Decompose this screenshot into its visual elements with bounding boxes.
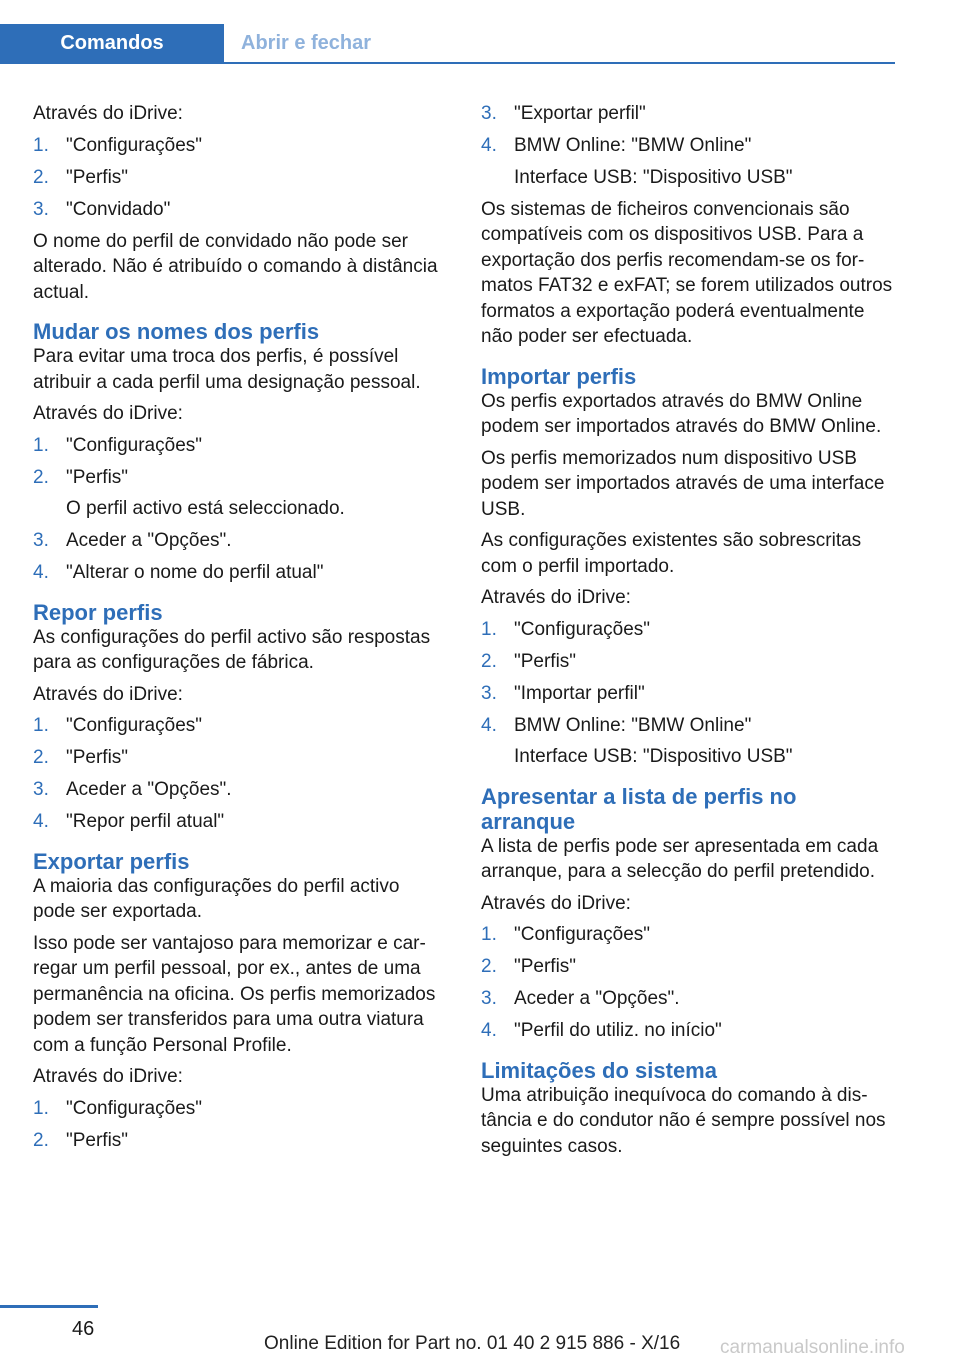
step-text: "Exportar perfil" — [514, 103, 646, 124]
paragraph: Através do iDrive: — [481, 587, 631, 608]
list-item — [33, 560, 445, 586]
list-item — [33, 777, 445, 803]
edition-text: Online Edition for Part no. 01 40 2 915 886 - X/16 — [264, 1333, 681, 1354]
paragraph: As configurações do perfil activo são respostas para as configurações de fábrica. — [33, 626, 431, 673]
paragraph: Os perfis memorizados num dispositivo USB podem ser importados através de uma interface USB. — [481, 447, 885, 520]
step-text: "Perfis" — [514, 956, 577, 977]
paragraph: Através do iDrive: — [33, 1066, 183, 1087]
paragraph: Através do iDrive: — [33, 403, 183, 424]
step-note: O perfil activo está seleccionado. — [66, 498, 345, 519]
list-item — [33, 713, 445, 739]
left-column — [33, 101, 445, 1160]
step-number: 4. — [481, 135, 497, 156]
list-item — [481, 101, 893, 127]
list-item — [481, 133, 893, 190]
step-number: 1. — [33, 434, 49, 456]
step-text: BMW Online: "BMW Online" — [514, 714, 752, 736]
paragraph: O nome do perfil de convidado não pode ser alterado. Não é atribuído o comando à distância actual. — [33, 230, 438, 303]
step-text: "Perfis" — [66, 166, 129, 188]
step-text: "Configurações" — [66, 715, 203, 736]
steps-list — [33, 713, 445, 835]
step-text: BMW Online: "BMW Online" — [514, 135, 752, 156]
step-text: "Configurações" — [66, 434, 203, 456]
right-column — [481, 101, 893, 1165]
list-item — [33, 809, 445, 835]
tab-comandos[interactable]: Comandos — [0, 24, 224, 62]
step-text: "Alterar o nome do perfil atual" — [66, 562, 324, 583]
step-number: 3. — [33, 779, 49, 800]
list-item — [33, 465, 445, 522]
step-number: 4. — [33, 811, 49, 832]
paragraph: Os perfis exportados através do BMW Online podem ser importados através do BMW Online. — [481, 390, 882, 437]
list-item — [481, 1018, 893, 1044]
step-number: 4. — [481, 714, 497, 736]
step-number: 1. — [481, 924, 497, 945]
step-note: Interface USB: "Dispositivo USB" — [514, 746, 793, 767]
section-heading: Repor perfis — [33, 599, 163, 625]
section-heading: Limitações do sistema — [481, 1057, 717, 1083]
page-number: 46 — [72, 1318, 95, 1340]
section-heading: Mudar os nomes dos perfis — [33, 319, 320, 344]
step-number: 4. — [33, 562, 49, 583]
list-item — [33, 1128, 445, 1154]
tab-abrir-e-fechar[interactable]: Abrir e fechar — [241, 32, 372, 54]
step-number: 2. — [481, 956, 497, 977]
paragraph: Isso pode ser vantajoso para memorizar e carregar um perfil pessoal, por ex., antes de uma permanência na oficina. Os perfis memorizados podem ser transferidos para uma outra viatura com a função Personal Profile. — [33, 932, 436, 1056]
list-item — [33, 433, 445, 459]
list-item — [481, 954, 893, 980]
step-text: "Convidado" — [66, 198, 171, 220]
step-text: "Perfis" — [514, 650, 577, 672]
paragraph: A maioria das configurações do perfil activo pode ser exportada. — [33, 875, 400, 922]
steps-list — [33, 1096, 445, 1154]
list-item — [33, 528, 445, 554]
step-number: 4. — [481, 1020, 497, 1041]
list-item — [481, 713, 893, 770]
list-item — [481, 986, 893, 1012]
step-text: "Repor perfil atual" — [66, 811, 225, 832]
step-number: 1. — [481, 618, 497, 640]
step-number: 3. — [33, 530, 49, 551]
step-text: "Perfis" — [66, 466, 129, 488]
paragraph: As configurações existentes são sobrescritas com o perfil importado. — [481, 530, 862, 577]
step-text: Aceder a "Opções". — [66, 530, 232, 551]
step-text: Aceder a "Opções". — [514, 988, 680, 1009]
step-text: Aceder a "Opções". — [66, 779, 232, 800]
list-item — [481, 922, 893, 948]
step-number: 3. — [481, 103, 497, 124]
step-number: 2. — [33, 166, 49, 188]
step-text: "Perfis" — [66, 1129, 129, 1151]
step-text: "Configurações" — [66, 1097, 203, 1119]
footer-rule — [0, 1305, 98, 1308]
steps-list — [481, 101, 893, 190]
list-item — [33, 133, 445, 159]
step-number: 1. — [33, 134, 49, 156]
section-heading: Apresentar a lista de perfis no arranque — [481, 783, 797, 834]
watermark: carmanualsonline.info — [720, 1337, 905, 1358]
paragraph: Para evitar uma troca dos perfis, é possível atribuir a cada perfil uma designação pessoal. — [33, 346, 421, 393]
steps-list — [481, 617, 893, 770]
step-note: Interface USB: "Dispositivo USB" — [514, 166, 793, 188]
step-number: 1. — [33, 1097, 49, 1119]
section-heading: Importar perfis — [481, 363, 637, 389]
step-number: 2. — [33, 1129, 49, 1151]
list-item — [33, 1096, 445, 1122]
step-text: "Configurações" — [514, 924, 651, 945]
step-number: 3. — [481, 682, 497, 704]
step-number: 3. — [481, 988, 497, 1009]
step-number: 1. — [33, 715, 49, 736]
step-text: "Perfil do utiliz. no início" — [514, 1020, 722, 1041]
list-item — [481, 649, 893, 675]
paragraph: Através do iDrive: — [481, 892, 631, 914]
steps-list — [33, 433, 445, 586]
step-text: "Perfis" — [66, 747, 129, 768]
paragraph: A lista de perfis pode ser apresentada em cada arranque, para a selecção do perfil pretendido. — [481, 835, 879, 882]
steps-list — [481, 922, 893, 1044]
list-item — [481, 617, 893, 643]
list-item — [33, 165, 445, 191]
section-heading: Exportar perfis — [33, 848, 190, 874]
step-number: 3. — [33, 198, 49, 220]
list-item — [33, 745, 445, 771]
step-text: "Configurações" — [514, 618, 651, 640]
list-item — [33, 197, 445, 223]
step-number: 2. — [33, 747, 49, 768]
step-text: "Configurações" — [66, 134, 203, 156]
paragraph: Uma atribuição inequívoca do comando à distância e do condutor não é sempre possível nos seguintes casos. — [481, 1084, 886, 1157]
paragraph: Através do iDrive: — [33, 103, 183, 124]
list-item — [481, 681, 893, 707]
paragraph: Através do iDrive: — [33, 683, 183, 705]
step-number: 2. — [33, 466, 49, 488]
paragraph: Os sistemas de ficheiros convencionais são compatíveis com os dispositivos USB. Para a exportação dos perfis recomendam-se os formatos FAT32 e exFAT; se forem utilizados outros formatos a exportação poderá eventualmente não poder ser efectuada. — [481, 198, 893, 347]
step-number: 2. — [481, 650, 497, 672]
step-text: "Importar perfil" — [514, 682, 645, 704]
steps-list — [33, 133, 445, 223]
header-bar — [0, 0, 895, 64]
